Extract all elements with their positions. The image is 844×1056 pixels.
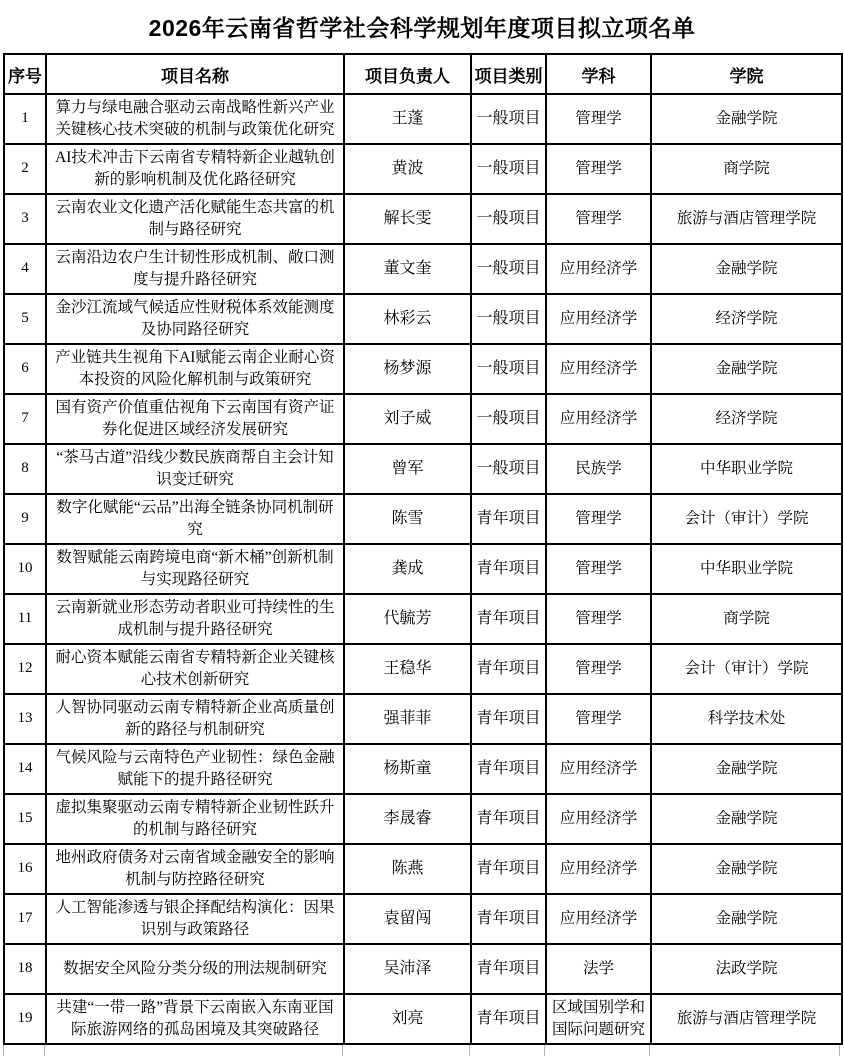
discipline-cell: 管理学 (546, 194, 651, 244)
college-cell: 金融学院 (651, 894, 842, 944)
college-cell: 旅游与酒店管理学院 (651, 194, 842, 244)
name-cell: 共建“一带一路”背景下云南嵌入东南亚国际旅游网络的孤岛困境及其突破路径 (46, 994, 344, 1044)
leader-cell: 解长雯 (344, 194, 471, 244)
category-cell: 一般项目 (471, 94, 546, 144)
leader-cell: 曾军 (344, 444, 471, 494)
category-cell: 一般项目 (471, 444, 546, 494)
category-cell: 一般项目 (471, 344, 546, 394)
partial-cell (45, 1045, 343, 1056)
discipline-cell: 民族学 (546, 444, 651, 494)
leader-cell: 陈雪 (344, 494, 471, 544)
table-row (4, 194, 842, 244)
college-cell: 金融学院 (651, 794, 842, 844)
name-cell: 人智协同驱动云南专精特新企业高质量创新的路径与机制研究 (46, 694, 344, 744)
table-row (4, 894, 842, 944)
no-cell: 10 (4, 544, 46, 594)
discipline-cell: 管理学 (546, 644, 651, 694)
table-row (4, 94, 842, 144)
name-cell: 气候风险与云南特色产业韧性：绿色金融赋能下的提升路径研究 (46, 744, 344, 794)
name-cell: 云南沿边农户生计韧性形成机制、敞口测度与提升路径研究 (46, 244, 344, 294)
column-header-name: 项目名称 (46, 54, 344, 94)
discipline-cell: 应用经济学 (546, 794, 651, 844)
category-cell: 一般项目 (471, 394, 546, 444)
no-cell: 13 (4, 694, 46, 744)
page-title: 2026年云南省哲学社会科学规划年度项目拟立项名单 (148, 15, 696, 41)
discipline-cell: 应用经济学 (546, 294, 651, 344)
college-cell: 金融学院 (651, 94, 842, 144)
no-cell: 2 (4, 144, 46, 194)
no-cell: 4 (4, 244, 46, 294)
table-row (4, 794, 842, 844)
college-cell: 会计（审计）学院 (651, 644, 842, 694)
name-cell: “茶马古道”沿线少数民族商帮自主会计知识变迁研究 (46, 444, 344, 494)
name-cell: 云南新就业形态劳动者职业可持续性的生成机制与提升路径研究 (46, 594, 344, 644)
category-cell: 青年项目 (471, 694, 546, 744)
leader-cell: 吴沛泽 (344, 944, 471, 994)
no-cell: 11 (4, 594, 46, 644)
college-cell: 会计（审计）学院 (651, 494, 842, 544)
leader-cell: 代毓芳 (344, 594, 471, 644)
partial-cell (470, 1045, 545, 1056)
column-header-college: 学院 (651, 54, 842, 94)
column-header-discipline: 学科 (546, 54, 651, 94)
title-bar (0, 0, 844, 53)
column-header-no: 序号 (4, 54, 46, 94)
no-cell: 6 (4, 344, 46, 394)
discipline-cell: 管理学 (546, 594, 651, 644)
name-cell: 算力与绿电融合驱动云南战略性新兴产业关键核心技术突破的机制与政策优化研究 (46, 94, 344, 144)
no-cell: 12 (4, 644, 46, 694)
name-cell: 产业链共生视角下AI赋能云南企业耐心资本投资的风险化解机制与政策研究 (46, 344, 344, 394)
leader-cell: 董文奎 (344, 244, 471, 294)
college-cell: 经济学院 (651, 394, 842, 444)
discipline-cell: 管理学 (546, 494, 651, 544)
name-cell: AI技术冲击下云南省专精特新企业越轨创新的影响机制及优化路径研究 (46, 144, 344, 194)
partial-cell (3, 1045, 45, 1056)
name-cell: 地州政府债务对云南省域金融安全的影响机制与防控路径研究 (46, 844, 344, 894)
no-cell: 19 (4, 994, 46, 1044)
name-cell: 数智赋能云南跨境电商“新木桶”创新机制与实现路径研究 (46, 544, 344, 594)
category-cell: 一般项目 (471, 194, 546, 244)
no-cell: 15 (4, 794, 46, 844)
category-cell: 青年项目 (471, 544, 546, 594)
leader-cell: 王蓬 (344, 94, 471, 144)
discipline-cell: 应用经济学 (546, 244, 651, 294)
project-table (3, 53, 843, 1045)
category-cell: 青年项目 (471, 494, 546, 544)
table-row (4, 494, 842, 544)
table-row (4, 394, 842, 444)
no-cell: 9 (4, 494, 46, 544)
table-row (4, 694, 842, 744)
category-cell: 青年项目 (471, 644, 546, 694)
no-cell: 14 (4, 744, 46, 794)
table-row (4, 294, 842, 344)
discipline-cell: 管理学 (546, 544, 651, 594)
category-cell: 青年项目 (471, 944, 546, 994)
no-cell: 16 (4, 844, 46, 894)
college-cell: 经济学院 (651, 294, 842, 344)
college-cell: 旅游与酒店管理学院 (651, 994, 842, 1044)
leader-cell: 龚成 (344, 544, 471, 594)
college-cell: 中华职业学院 (651, 544, 842, 594)
table-row (4, 144, 842, 194)
leader-cell: 黄波 (344, 144, 471, 194)
discipline-cell: 管理学 (546, 94, 651, 144)
college-cell: 金融学院 (651, 244, 842, 294)
name-cell: 金沙江流域气候适应性财税体系效能测度及协同路径研究 (46, 294, 344, 344)
discipline-cell: 应用经济学 (546, 744, 651, 794)
no-cell: 17 (4, 894, 46, 944)
leader-cell: 王稳华 (344, 644, 471, 694)
category-cell: 青年项目 (471, 894, 546, 944)
leader-cell: 刘子威 (344, 394, 471, 444)
leader-cell: 李晟睿 (344, 794, 471, 844)
no-cell: 8 (4, 444, 46, 494)
name-cell: 云南农业文化遗产活化赋能生态共富的机制与路径研究 (46, 194, 344, 244)
name-cell: 人工智能渗透与银企择配结构演化：因果识别与政策路径 (46, 894, 344, 944)
table-body (4, 94, 842, 1044)
category-cell: 一般项目 (471, 294, 546, 344)
leader-cell: 林彩云 (344, 294, 471, 344)
table-row (4, 244, 842, 294)
column-header-leader: 项目负责人 (344, 54, 471, 94)
category-cell: 青年项目 (471, 744, 546, 794)
table-row (4, 744, 842, 794)
table-row (4, 594, 842, 644)
partial-cell (545, 1045, 650, 1056)
discipline-cell: 应用经济学 (546, 394, 651, 444)
discipline-cell: 法学 (546, 944, 651, 994)
college-cell: 金融学院 (651, 344, 842, 394)
discipline-cell: 区域国别学和国际问题研究 (546, 994, 651, 1044)
college-cell: 科学技术处 (651, 694, 842, 744)
college-cell: 法政学院 (651, 944, 842, 994)
no-cell: 5 (4, 294, 46, 344)
leader-cell: 刘亮 (344, 994, 471, 1044)
table-row (4, 644, 842, 694)
college-cell: 商学院 (651, 594, 842, 644)
category-cell: 青年项目 (471, 844, 546, 894)
leader-cell: 强菲菲 (344, 694, 471, 744)
category-cell: 一般项目 (471, 244, 546, 294)
no-cell: 1 (4, 94, 46, 144)
header-row (4, 54, 842, 94)
name-cell: 国有资产价值重估视角下云南国有资产证券化促进区域经济发展研究 (46, 394, 344, 444)
table-row (4, 844, 842, 894)
table-row (4, 344, 842, 394)
table-row (4, 544, 842, 594)
next-row-partial (3, 1045, 841, 1056)
category-cell: 一般项目 (471, 144, 546, 194)
name-cell: 耐心资本赋能云南省专精特新企业关键核心技术创新研究 (46, 644, 344, 694)
discipline-cell: 应用经济学 (546, 894, 651, 944)
name-cell: 虚拟集聚驱动云南专精特新企业韧性跃升的机制与路径研究 (46, 794, 344, 844)
category-cell: 青年项目 (471, 594, 546, 644)
partial-cell (343, 1045, 470, 1056)
table-row (4, 994, 842, 1044)
name-cell: 数据安全风险分类分级的刑法规制研究 (46, 944, 344, 994)
no-cell: 18 (4, 944, 46, 994)
column-header-category: 项目类别 (471, 54, 546, 94)
partial-cell (650, 1045, 840, 1056)
college-cell: 商学院 (651, 144, 842, 194)
no-cell: 7 (4, 394, 46, 444)
discipline-cell: 管理学 (546, 144, 651, 194)
table-row (4, 944, 842, 994)
discipline-cell: 管理学 (546, 694, 651, 744)
name-cell: 数字化赋能“云品”出海全链条协同机制研究 (46, 494, 344, 544)
discipline-cell: 应用经济学 (546, 844, 651, 894)
discipline-cell: 应用经济学 (546, 344, 651, 394)
college-cell: 金融学院 (651, 744, 842, 794)
category-cell: 青年项目 (471, 794, 546, 844)
category-cell: 青年项目 (471, 994, 546, 1044)
leader-cell: 陈燕 (344, 844, 471, 894)
leader-cell: 袁留闯 (344, 894, 471, 944)
college-cell: 中华职业学院 (651, 444, 842, 494)
leader-cell: 杨斯童 (344, 744, 471, 794)
table-row (4, 444, 842, 494)
leader-cell: 杨梦源 (344, 344, 471, 394)
college-cell: 金融学院 (651, 844, 842, 894)
no-cell: 3 (4, 194, 46, 244)
